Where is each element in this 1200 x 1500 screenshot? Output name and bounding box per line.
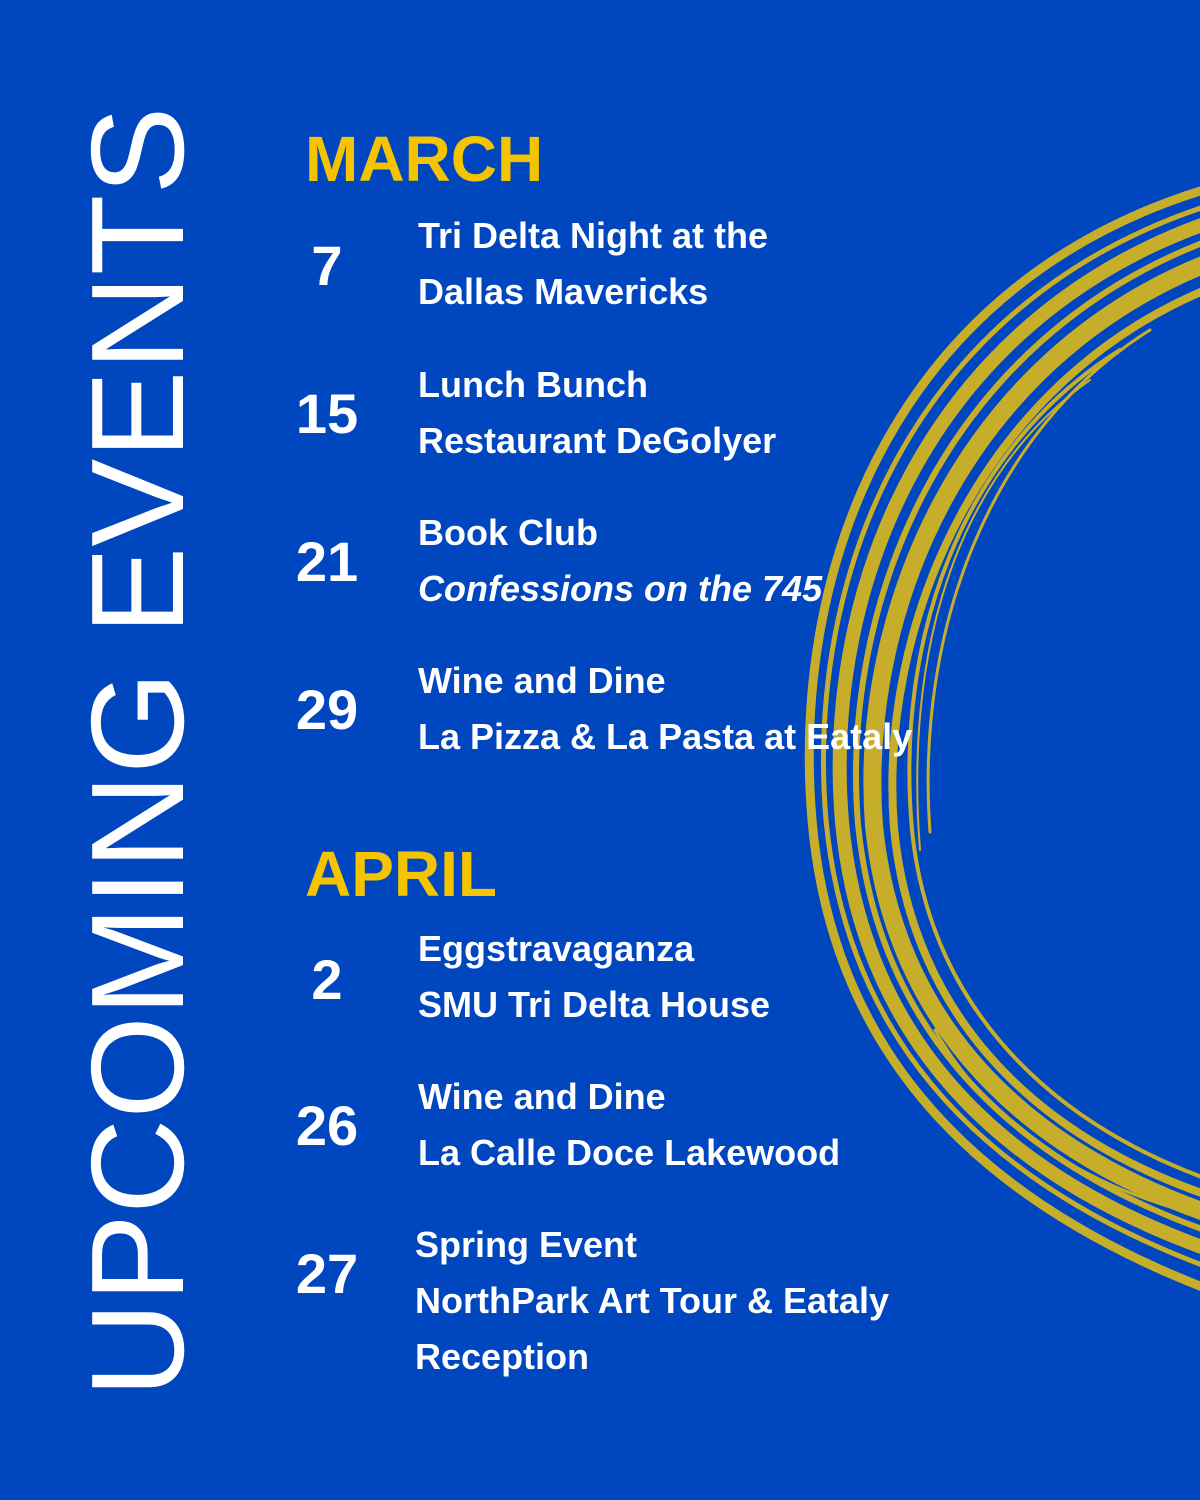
event-description xyxy=(418,505,822,617)
event-day: 26 xyxy=(295,1094,359,1157)
event-title: Wine and Dine xyxy=(418,660,666,701)
event-venue: SMU Tri Delta House xyxy=(418,984,771,1025)
event-book-title: Confessions on the 745 xyxy=(418,568,823,609)
event-day: 7 xyxy=(311,234,343,297)
event-title: Tri Delta Night at the xyxy=(418,215,769,256)
event-day: 2 xyxy=(311,948,343,1011)
event-title: Book Club xyxy=(418,512,598,553)
event-title: Lunch Bunch xyxy=(418,364,648,405)
event-description xyxy=(418,1069,840,1181)
event-description xyxy=(418,921,770,1033)
event-venue: NorthPark Art Tour & Eataly xyxy=(415,1280,890,1321)
vertical-page-title: UPCOMING EVENTS xyxy=(64,106,211,1398)
event-description xyxy=(418,653,912,765)
event-day: 29 xyxy=(295,678,359,741)
month-heading-march: MARCH xyxy=(305,123,544,195)
event-description xyxy=(415,1217,889,1385)
event-title: Wine and Dine xyxy=(418,1076,666,1117)
event-venue: Dallas Mavericks xyxy=(418,271,709,312)
event-title: Spring Event xyxy=(415,1224,638,1265)
event-venue: La Calle Doce Lakewood xyxy=(418,1132,841,1173)
event-description xyxy=(418,357,776,469)
month-heading-april: APRIL xyxy=(305,838,497,910)
event-day: 27 xyxy=(295,1242,359,1305)
event-day: 15 xyxy=(295,382,359,445)
event-venue-continued: Reception xyxy=(415,1336,590,1377)
event-venue: La Pizza & La Pasta at Eataly xyxy=(418,716,913,757)
event-title: Eggstravaganza xyxy=(418,928,695,969)
event-day: 21 xyxy=(295,530,359,593)
event-description xyxy=(418,208,768,320)
event-venue: Restaurant DeGolyer xyxy=(418,420,777,461)
